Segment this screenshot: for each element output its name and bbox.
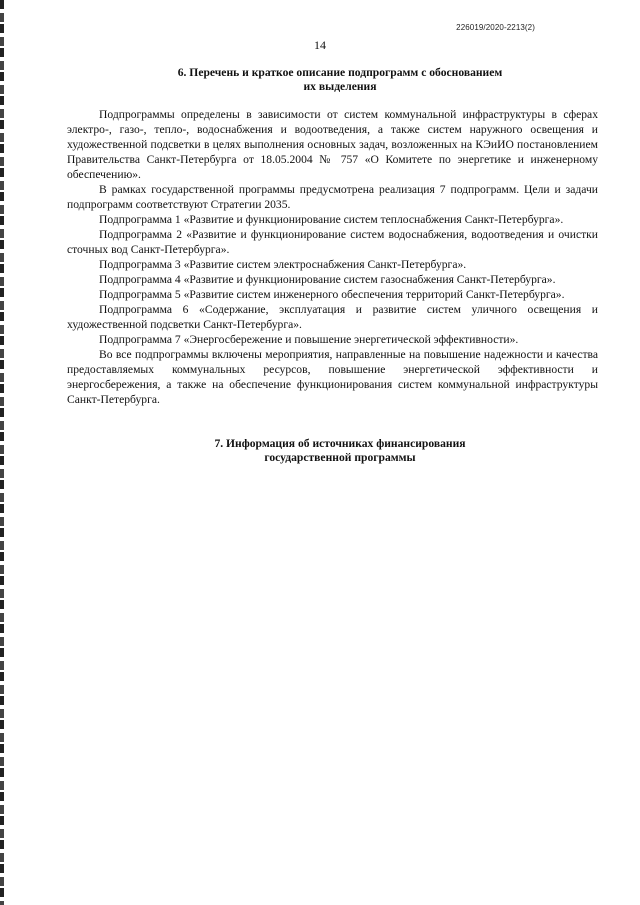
page-number: 14 [314,38,326,52]
paragraph-subprogram-2: Подпрограмма 2 «Развитие и функционирование систем водоснабжения, водоотведения и очистки сточных вод Санкт-Петербурга». [67,228,598,256]
scan-left-edge [0,0,4,905]
paragraph-subprograms-measures: Во все подпрограммы включены мероприятия, направленные на повышение надежности и качества предоставляемых коммунальных ресурсов, повышение энергетической эффективности и энергосбережения, а также на обеспечение функционирования систем коммунальной инфраструктуры Санкт-Петербурга. [67,348,598,406]
paragraph-subprogram-6: Подпрограмма 6 «Содержание, эксплуатация и развитие систем уличного освещения и художественной подсветки Санкт-Петербурга». [67,303,598,331]
section-7-heading [90,437,590,464]
paragraph-subprogram-4: Подпрограмма 4 «Развитие и функционирование систем газоснабжения Санкт-Петербурга». [99,273,556,286]
section-7-heading-line1: 7. Информация об источниках финансирования [214,437,466,450]
paragraph-subprogram-7: Подпрограмма 7 «Энергосбережение и повышение энергетической эффективности». [99,333,519,346]
paragraph-subprogram-5: Подпрограмма 5 «Развитие систем инженерного обеспечения территорий Санкт-Петербурга». [99,288,565,301]
section-6-body [67,107,598,407]
section-6-heading-line1: 6. Перечень и краткое описание подпрограмм с обоснованием [177,66,503,79]
paragraph-subprogram-1: Подпрограмма 1 «Развитие и функционирование систем теплоснабжения Санкт-Петербурга». [99,213,564,226]
section-6-heading [90,66,590,93]
document-number: 226019/2020-2213(2) [456,23,535,32]
paragraph-subprograms-count: В рамках государственной программы предусмотрена реализация 7 подпрограмм. Цели и задачи подпрограмм соответствуют Стратегии 2035. [67,183,598,211]
section-7-heading-line2: государственной программы [264,450,416,464]
paragraph-subprogram-3: Подпрограмма 3 «Развитие систем электроснабжения Санкт-Петербурга». [99,258,467,271]
section-6-heading-line2: их выделения [303,79,377,93]
paragraph-subprograms-basis: Подпрограммы определены в зависимости от систем коммунальной инфраструктуры в сферах электро-, газо-, тепло-, водоснабжения и водоотведения, а также систем наружного освещения и художественной подсветки в целях выполнения основных задач, возложенных на КЭиИО постановлением Правительства Санкт-Петербурга от 18.05.2004 № 757 «О Комитете по энергетике и инженерному обеспечению». [67,108,598,181]
